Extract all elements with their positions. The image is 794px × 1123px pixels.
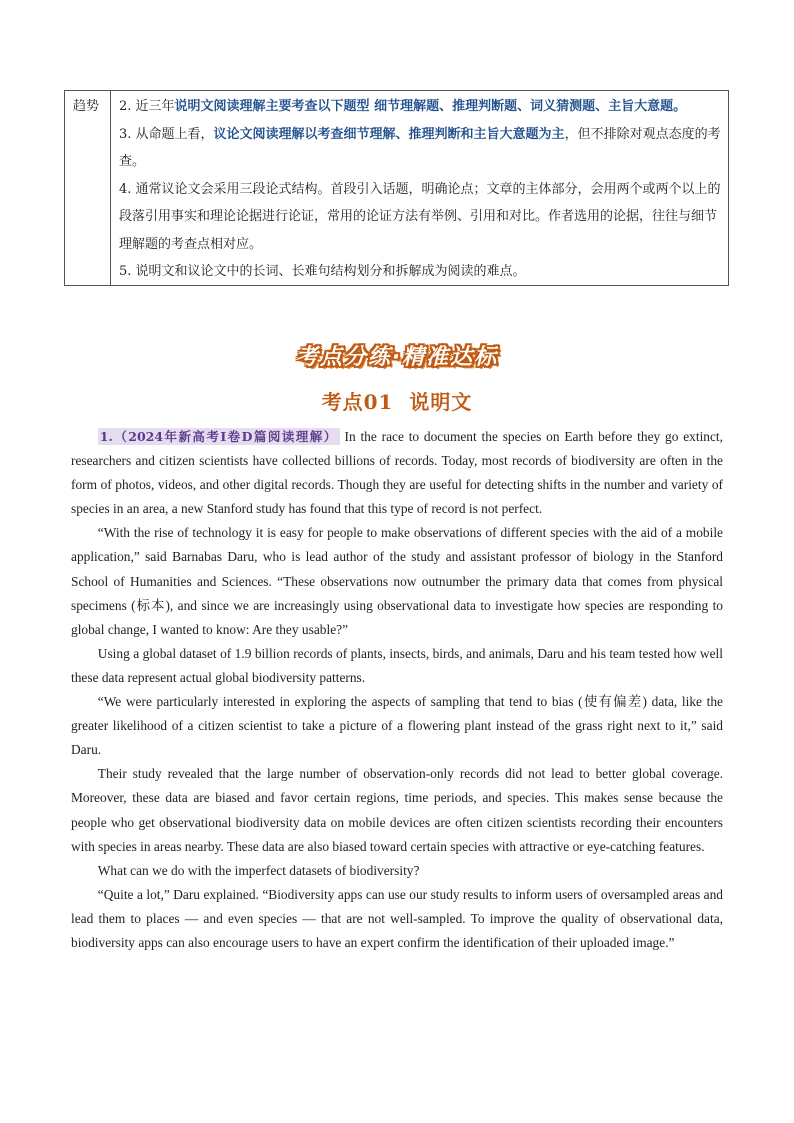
passage-paragraph: “We were particularly interested in exploring the aspects of sampling that tend to bias (使有偏差) data, like the greater likelihood of a citizen scientist to take a picture of a flowering plant instead of the grass right next to it,” said Daru.: [71, 694, 723, 758]
reading-passage: [71, 425, 723, 955]
section-number: 考点01: [321, 390, 394, 414]
section-banner: 考点分练·精准达标: [295, 345, 499, 370]
trend-table: [64, 90, 729, 286]
passage-paragraph: What can we do with the imperfect datasets of biodiversity?: [97, 862, 420, 878]
passage-paragraph: “With the rise of technology it is easy for people to make observations of different species with the aid of a mobile application,” said Barnabas Daru, who is lead author of the study and assistant professor of biology in the Stanford School of Humanities and Sciences. “These observations now outnumber the primary data that comes from physical specimens (标本), and since we are increasingly using observational data to investigate how species are responding to global change, I wanted to know: Are they usable?”: [71, 525, 723, 637]
trend-label: 趋势: [65, 91, 111, 285]
trend-item: 3. 从命题上看，议论文阅读理解以考查细节理解、推理判断和主旨大意题为主，但不排除对观点态度的考查。: [119, 126, 721, 169]
section-heading: [0, 386, 794, 415]
section-title: 说明文: [409, 390, 473, 414]
passage-paragraph: Their study revealed that the large number of observation-only records did not lead to better global coverage. Moreover, these data are biased and favor certain regions, time periods, and species. This makes sense because the people who get observational biodiversity data on mobile devices are often citizen scientists recording their encounters with species in areas nearby. These data are also biased toward certain species with attractive or eye-catching features.: [71, 766, 723, 854]
trend-item: 5. 说明文和议论文中的长词、长难句结构划分和拆解成为阅读的难点。: [119, 264, 526, 279]
trend-item: 4. 通常议论文会采用三段论式结构。首段引入话题，明确论点；文章的主体部分，会用两个或两个以上的段落引用事实和理论论据进行论证，常用的论证方法有举例、引用和对比。作者选用的论据，往往与细节理解题的考查点相对应。: [119, 181, 721, 252]
passage-paragraph: Using a global dataset of 1.9 billion records of plants, insects, birds, and animals, Daru and his team tested how well these data represent actual global biodiversity patterns.: [71, 645, 723, 685]
trend-list: [111, 91, 728, 285]
passage-paragraph: 1.（2024年新高考I卷D篇阅读理解） In the race to document the species on Earth before they go extinct, researchers and citizen scientists have collected billions of records. Today, most records of biodiversity are often in the form of photos, videos, and other digital records. Though they are useful for detecting shifts in the number and variety of species in an area, a new Stanford study has found that this type of record is not perfect.: [71, 429, 723, 517]
trend-item: 2. 近三年说明文阅读理解主要考查以下题型 细节理解题、推理判断题、词义猜测题、主旨大意题。: [119, 99, 687, 114]
question-tag: 1.（2024年新高考I卷D篇阅读理解）: [99, 429, 338, 444]
passage-paragraph: “Quite a lot,” Daru explained. “Biodiversity apps can use our study results to inform users of oversampled areas and lead them to places — and even species — that are not well-sampled. To improve the quality of observational data, biodiversity apps can also encourage users to have an expert confirm the identification of their uploaded image.”: [71, 886, 723, 950]
